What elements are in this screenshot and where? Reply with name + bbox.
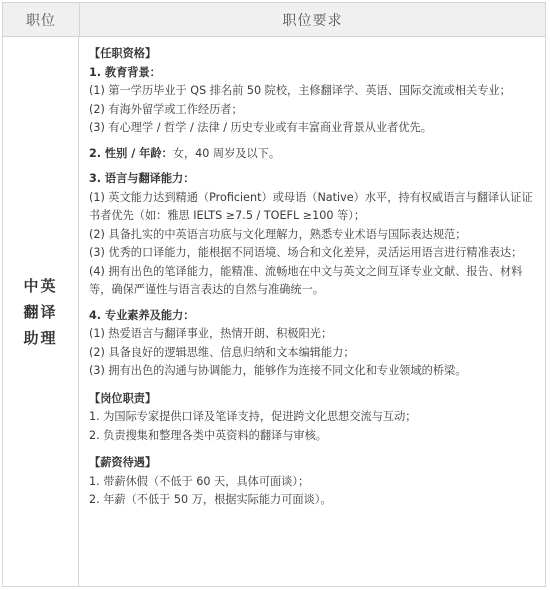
gender-age-row bbox=[89, 145, 535, 164]
requirements-cell bbox=[79, 37, 545, 586]
table-header bbox=[3, 3, 545, 37]
education-item: (3) 有心理学 / 哲学 / 法律 / 历史专业或有丰富商业背景从业者优先。 bbox=[89, 121, 432, 134]
benefits-title: 【薪资待遇】 bbox=[89, 456, 157, 469]
benefits-item: 2. 年薪（不低于 50 万，根据实际能力可面谈）。 bbox=[89, 493, 332, 506]
role-cell bbox=[3, 37, 79, 586]
gender-age-value: 女，40 周岁及以下。 bbox=[172, 146, 281, 160]
education-heading: 1. 教育背景： bbox=[89, 65, 161, 79]
language-item: (4) 拥有出色的笔译能力，能精准、流畅地在中文与英文之间互译专业文献、报告、材料等，确保严谨性与语言表达的自然与准确统一。 bbox=[89, 264, 523, 296]
professional-item: (2) 具备良好的逻辑思维、信息归纳和文本编辑能力； bbox=[89, 345, 355, 359]
language-item: (1) 英文能力达到精通（Proficient）或母语（Native）水平，持有权威语言与翻译认证证书者优先（如：雅思 IELTS ≥7.5 / TOEFL ≥100 等）； bbox=[89, 190, 533, 222]
language-item: (2) 具备扎实的中英语言功底与文化理解力，熟悉专业术语与国际表达规范； bbox=[89, 227, 467, 241]
duties-item: 2. 负责搜集和整理各类中英资料的翻译与审核。 bbox=[89, 428, 327, 442]
professional-item: (3) 拥有出色的沟通与协调能力，能够作为连接不同文化和专业领域的桥梁。 bbox=[89, 364, 467, 377]
duties-item: 1. 为国际专家提供口译及笔译支持，促进跨文化思想交流与互动； bbox=[89, 410, 417, 423]
job-requirements-table bbox=[2, 2, 546, 587]
language-heading: 3. 语言与翻译能力： bbox=[89, 172, 195, 185]
professional-heading: 4. 专业素养及能力： bbox=[89, 308, 195, 322]
table-body bbox=[3, 37, 545, 586]
gender-age-label: 2. 性别 / 年龄： bbox=[89, 146, 173, 160]
header-requirements: 职位要求 bbox=[282, 12, 343, 29]
language-item: (3) 优秀的口译能力，能根据不同语境、场合和文化差异，灵活运用语言进行精准表达； bbox=[89, 246, 523, 259]
duties-title: 【岗位职责】 bbox=[89, 391, 157, 405]
education-item: (1) 第一学历毕业于 QS 排名前 50 院校，主修翻译学、英语、国际交流或相关专业； bbox=[89, 84, 511, 97]
header-position: 职位 bbox=[3, 3, 80, 36]
benefits-item: 1. 带薪休假（不低于 60 天，具体可面谈）； bbox=[89, 474, 310, 488]
role-title: 中英翻译助理 bbox=[23, 276, 58, 347]
qualifications-title: 【任职资格】 bbox=[89, 47, 157, 60]
professional-item: (1) 热爱语言与翻译事业，热情开朗、积极阳光； bbox=[89, 327, 333, 340]
education-item: (2) 有海外留学或工作经历者； bbox=[89, 102, 243, 116]
